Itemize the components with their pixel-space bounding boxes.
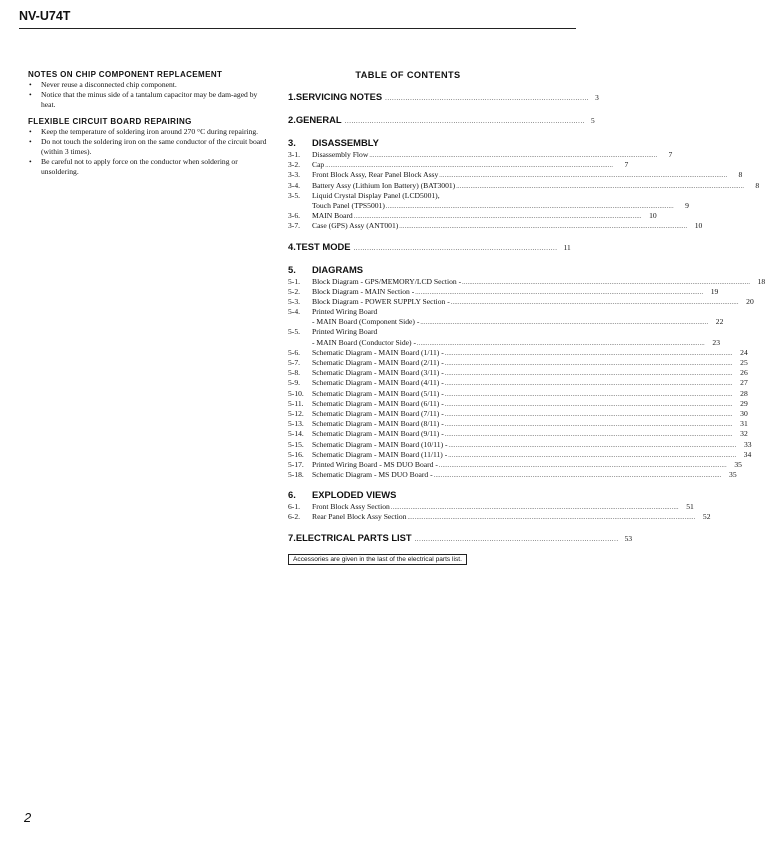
accessories-note: Accessories are given in the last of the electrical parts list. xyxy=(288,554,467,565)
page-ref: 52 xyxy=(702,512,711,522)
toc-item-number: 5-5. xyxy=(288,327,301,337)
toc-item[interactable] xyxy=(288,327,528,337)
leader-dots: .......................................................................................................... xyxy=(344,119,585,125)
toc-item[interactable] xyxy=(288,512,711,522)
toc-item[interactable] xyxy=(288,160,629,170)
page-ref: 26 xyxy=(740,368,748,378)
toc-item[interactable] xyxy=(288,296,754,307)
toc-item[interactable] xyxy=(288,180,760,191)
model-name: NV-U74T xyxy=(19,9,71,23)
page-ref: 35 xyxy=(734,459,742,469)
page-ref: 24 xyxy=(740,347,748,357)
page-ref: 22 xyxy=(715,317,724,327)
page-ref: 28 xyxy=(740,388,748,398)
toc-item-number: 6-1. xyxy=(288,502,301,512)
toc-item-title: Schematic Diagram - MAIN Board (10/11) - xyxy=(312,439,448,449)
leader-dots: ................................................................................................................................................................ xyxy=(438,462,727,469)
chip-replacement-list xyxy=(28,80,270,111)
leader-dots: .......................................................................................... xyxy=(385,96,590,102)
toc-item-title: Block Diagram - POWER SUPPLY Section - xyxy=(312,296,450,306)
toc-item-number: 5-11. xyxy=(288,398,304,408)
leader-dots: ................................................................................................................................................................ xyxy=(325,163,614,170)
page-ref: 10 xyxy=(649,211,657,221)
page-ref: 23 xyxy=(712,337,720,347)
toc-item-number: 5-14. xyxy=(288,429,304,439)
toc-item-number: 3-7. xyxy=(288,221,301,231)
toc-item-number: 3-5. xyxy=(288,190,301,200)
leader-dots: ................................................................................................................................................................ xyxy=(444,391,733,398)
toc-title: TABLE OF CONTENTS xyxy=(355,70,461,80)
page-ref: 8 xyxy=(755,180,760,190)
toc-list-6 xyxy=(288,502,711,522)
leader-dots: ................................................................................................................................................................ xyxy=(444,371,733,378)
toc-item-title: Front Block Assy Section xyxy=(312,502,390,512)
leader-dots: ................................................................................................................................................................ xyxy=(407,515,696,522)
flex-board-heading: FLEXIBLE CIRCUIT BOARD REPAIRING xyxy=(28,116,192,126)
toc-item-title: Battery Assy (Lithium Ion Battery) (BAT3001) xyxy=(312,180,456,190)
toc-item-title: Front Block Assy, Rear Panel Block Assy xyxy=(312,170,439,180)
toc-item[interactable] xyxy=(288,459,742,470)
page-ref: 32 xyxy=(740,429,748,439)
page-ref: 9 xyxy=(685,200,689,210)
page-number: 2 xyxy=(24,810,32,825)
toc-item-number: 5-1. xyxy=(288,276,301,286)
leader-dots: ................................................................................................................................................................ xyxy=(415,289,704,296)
leader-dots: ................................................................................................................................................................ xyxy=(420,320,709,327)
toc-item[interactable] xyxy=(288,378,748,388)
list-item: • Never reuse a disconnected chip component. xyxy=(28,80,270,90)
page-ref: 20 xyxy=(746,296,754,306)
toc-item[interactable] xyxy=(288,388,748,399)
toc-item-number: 5-12. xyxy=(288,408,304,418)
toc-item-title: Cap xyxy=(312,160,325,170)
page-ref: 19 xyxy=(710,286,719,296)
toc-chapter-7[interactable]: 7. ELECTRICAL PARTS LIST .......................................................................................... 53 xyxy=(288,531,633,543)
leader-dots: ................................................................................................................................................................ xyxy=(448,452,737,459)
toc-item-title: Block Diagram - GPS/MEMORY/LCD Section - xyxy=(312,276,462,286)
page-ref: 51 xyxy=(686,502,694,512)
toc-item[interactable] xyxy=(288,150,673,160)
toc-item-title: Printed Wiring Board xyxy=(312,307,378,317)
toc-chapter-5: 5. DIAGRAMS xyxy=(288,263,364,275)
chapter-title: EXPLODED VIEWS xyxy=(312,489,397,501)
toc-item-title: Schematic Diagram - MAIN Board (9/11) - xyxy=(312,429,444,439)
page-ref: 3 xyxy=(595,93,599,102)
toc-chapter-4[interactable]: 4. TEST MODE .......................................................................................... 11 xyxy=(288,240,571,252)
toc-item-number: 3-1. xyxy=(288,150,301,159)
toc-item-title: Schematic Diagram - MAIN Board (8/11) - xyxy=(312,419,444,429)
flex-board-list xyxy=(28,127,270,178)
chip-replacement-heading: NOTES ON CHIP COMPONENT REPLACEMENT xyxy=(28,70,223,79)
list-item: • Do not touch the soldering iron on the same conductor of the circuit board (within 3 times). xyxy=(28,137,270,157)
leader-dots: ................................................................................................................................................................ xyxy=(416,340,705,347)
toc-item-number: 3-2. xyxy=(288,160,301,170)
toc-item[interactable] xyxy=(288,358,748,368)
toc-list-3 xyxy=(288,150,760,232)
toc-item[interactable] xyxy=(288,419,748,429)
leader-dots: ................................................................................................................................................................ xyxy=(444,432,733,439)
toc-item-number: 5-10. xyxy=(288,388,304,398)
leader-dots: ................................................................................................................................................................ xyxy=(448,442,737,449)
toc-item-title: Printed Wiring Board - MS DUO Board - xyxy=(312,459,438,469)
toc-item[interactable] xyxy=(288,398,748,409)
page-ref: 34 xyxy=(743,449,752,459)
toc-item[interactable] xyxy=(288,211,657,221)
toc-item-number: 5-2. xyxy=(288,286,301,296)
page-ref: 33 xyxy=(743,439,752,449)
toc-item-number: 3-3. xyxy=(288,170,301,180)
page-ref: 8 xyxy=(738,170,743,180)
chapter-title: DIAGRAMS xyxy=(312,263,364,275)
toc-chapter-1[interactable]: 1. SERVICING NOTES .......................................................................................... 3 xyxy=(288,91,599,102)
chapter-title: TEST MODE xyxy=(295,240,351,252)
leader-dots: ................................................................................................................................................................ xyxy=(433,473,722,480)
toc-item-title: Schematic Diagram - MAIN Board (7/11) - xyxy=(312,408,444,418)
toc-item-title: MAIN Board xyxy=(312,211,353,221)
toc-item[interactable] xyxy=(288,286,719,297)
page-ref: 10 xyxy=(694,221,703,231)
toc-item-number: 5-4. xyxy=(288,307,301,317)
page-ref: 27 xyxy=(740,378,748,388)
list-item: • Notice that the minus side of a tantalum capacitor may be dam-aged by heat. xyxy=(28,90,270,110)
toc-item[interactable] xyxy=(288,337,720,348)
toc-item-title: Schematic Diagram - MAIN Board (6/11) - xyxy=(312,398,444,408)
toc-item-title: Schematic Diagram - MAIN Board (4/11) - xyxy=(312,378,444,388)
toc-item[interactable] xyxy=(288,429,748,439)
toc-item[interactable] xyxy=(288,408,748,419)
leader-dots: .......................................................................................... xyxy=(414,536,619,543)
toc-item-title: Schematic Diagram - MAIN Board (3/11) - xyxy=(312,368,444,378)
toc-item-title: Schematic Diagram - MAIN Board (11/11) - xyxy=(312,449,448,459)
toc-item[interactable] xyxy=(288,502,694,512)
chapter-title: SERVICING NOTES xyxy=(295,91,383,102)
list-item: • Keep the temperature of soldering iron around 270 °C during repairing. xyxy=(28,127,270,137)
toc-item-title: - MAIN Board (Conductor Side) - xyxy=(312,337,416,347)
leader-dots: ................................................................................................................................................................ xyxy=(444,350,733,357)
toc-item-title: Liquid Crystal Display Panel (LCD5001), xyxy=(312,190,440,200)
leader-dots: ................................................................................................................................................................ xyxy=(456,183,745,190)
list-item: • Be careful not to apply force on the conductor when soldering or unsoldering. xyxy=(28,157,270,177)
page-ref: 11 xyxy=(563,242,571,252)
leader-dots: ................................................................................................................................................................ xyxy=(385,203,674,210)
leader-dots: .......................................................................................... xyxy=(353,245,558,252)
toc-chapter-2[interactable]: 2. GENERAL .......................................................................................................... 5 xyxy=(288,114,595,125)
page-ref: 53 xyxy=(624,533,633,543)
leader-dots: ................................................................................................................................................................ xyxy=(444,422,733,429)
toc-item-number: 5-8. xyxy=(288,368,301,378)
toc-item[interactable] xyxy=(288,470,737,480)
toc-item[interactable] xyxy=(288,347,748,358)
toc-item-title: Disassembly Flow xyxy=(312,150,369,159)
toc-item[interactable] xyxy=(288,307,528,317)
toc-item-title: Schematic Diagram - MS DUO Board - xyxy=(312,470,433,480)
page-ref: 18 xyxy=(757,276,765,286)
chapter-title: GENERAL xyxy=(295,114,342,125)
toc-item[interactable] xyxy=(288,200,689,211)
toc-item-number: 3-6. xyxy=(288,211,301,221)
toc-list-5 xyxy=(288,276,765,481)
leader-dots: ................................................................................................................................................................ xyxy=(462,279,751,286)
toc-item[interactable] xyxy=(288,221,703,231)
toc-item-number: 5-9. xyxy=(288,378,301,388)
toc-item-title: Case (GPS) Assy (ANT001) xyxy=(312,221,399,231)
toc-chapter-3: 3. DISASSEMBLY xyxy=(288,137,379,148)
toc-item-title: Touch Panel (TPS5001) xyxy=(312,200,385,210)
toc-item-number: 3-4. xyxy=(288,180,301,190)
page-ref: 25 xyxy=(740,358,748,367)
toc-item-number: 5-15. xyxy=(288,439,304,449)
toc-item-number: 5-17. xyxy=(288,459,304,469)
page-ref: 30 xyxy=(740,408,748,418)
leader-dots: ................................................................................................................................................................ xyxy=(444,381,733,388)
leader-dots: ................................................................................................................................................................ xyxy=(390,505,679,512)
toc-item[interactable] xyxy=(288,449,752,460)
leader-dots: ................................................................................................................................................................ xyxy=(353,214,642,221)
toc-item-number: 6-2. xyxy=(288,512,301,522)
chapter-title: DISASSEMBLY xyxy=(312,137,379,148)
toc-item[interactable] xyxy=(288,191,528,201)
toc-item[interactable] xyxy=(288,317,724,327)
leader-dots: ................................................................................................................................................................ xyxy=(444,411,733,418)
table-of-contents xyxy=(288,70,765,566)
toc-item-title: Block Diagram - MAIN Section - xyxy=(312,286,415,296)
page-ref: 7 xyxy=(624,160,629,170)
toc-item-number: 5-16. xyxy=(288,449,304,459)
toc-item-title: Schematic Diagram - MAIN Board (5/11) - xyxy=(312,388,444,398)
leader-dots: ................................................................................................................................................................ xyxy=(369,153,658,159)
toc-item-number: 5-18. xyxy=(288,470,304,480)
notes-column xyxy=(28,70,270,178)
page-ref: 5 xyxy=(590,116,595,125)
leader-dots: ................................................................................................................................................................ xyxy=(450,299,739,306)
toc-item[interactable] xyxy=(288,170,743,180)
toc-item-title: Schematic Diagram - MAIN Board (1/11) - xyxy=(312,347,444,357)
toc-item-title: Rear Panel Block Assy Section xyxy=(312,512,407,522)
toc-item-title: Printed Wiring Board xyxy=(312,327,378,337)
page-ref: 7 xyxy=(668,150,673,159)
toc-item-title: Schematic Diagram - MAIN Board (2/11) - xyxy=(312,358,444,367)
chapter-title: ELECTRICAL PARTS LIST xyxy=(295,531,412,543)
page-ref: 31 xyxy=(740,419,748,429)
toc-chapter-6: 6. EXPLODED VIEWS xyxy=(288,489,397,501)
page-ref: 35 xyxy=(729,470,737,480)
toc-item[interactable] xyxy=(288,368,748,378)
leader-dots: ................................................................................................................................................................ xyxy=(444,361,733,367)
leader-dots: ................................................................................................................................................................ xyxy=(439,173,728,180)
leader-dots: ................................................................................................................................................................ xyxy=(444,401,733,408)
toc-item-title: - MAIN Board (Component Side) - xyxy=(312,317,420,327)
toc-item-number: 5-6. xyxy=(288,347,301,357)
toc-item[interactable] xyxy=(288,439,752,450)
toc-item[interactable] xyxy=(288,276,765,287)
header-rule xyxy=(19,28,576,29)
toc-item-number: 5-3. xyxy=(288,296,301,306)
page-ref: 29 xyxy=(740,398,748,408)
toc-item-number: 5-13. xyxy=(288,419,304,429)
toc-item-number: 5-7. xyxy=(288,358,301,367)
leader-dots: ................................................................................................................................................................ xyxy=(399,224,688,231)
